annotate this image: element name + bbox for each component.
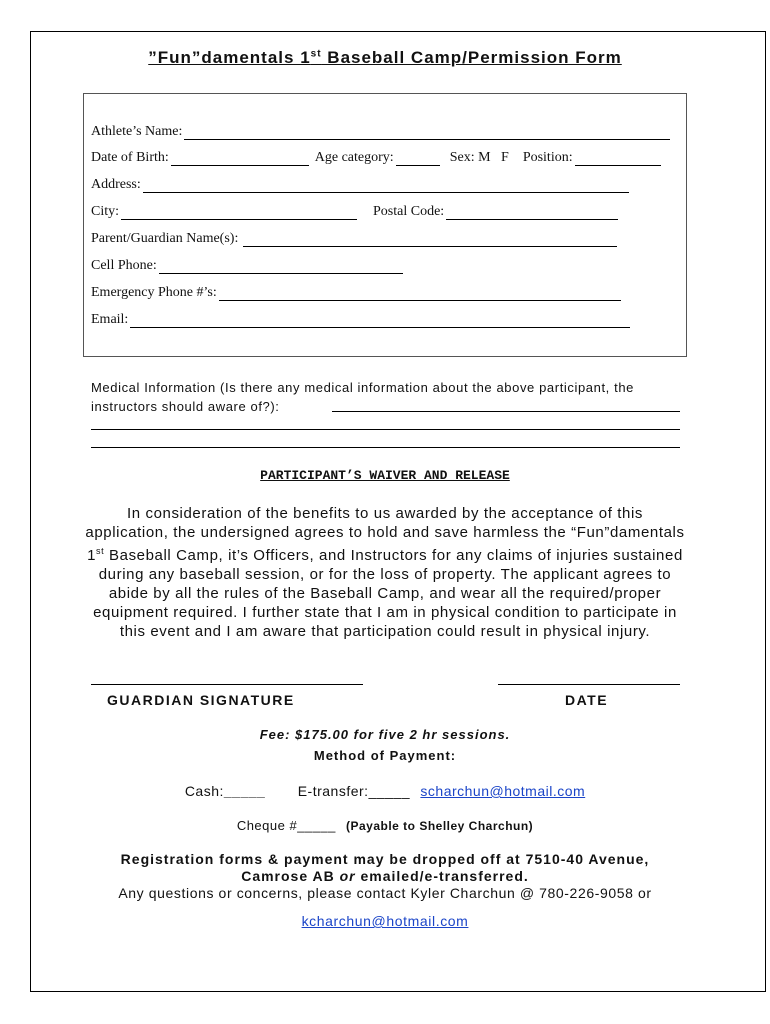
date-line[interactable] (498, 684, 680, 685)
medical-line-3[interactable] (91, 447, 680, 448)
cheque-label: Cheque #_____ (236, 818, 336, 833)
dob-label: Date of Birth: (91, 150, 169, 165)
payment-options (0, 783, 770, 799)
dob-row (91, 150, 663, 166)
athlete-name-label: Athlete’s Name: (91, 124, 183, 139)
sex-label: Sex: M F (449, 150, 509, 165)
contact-email-row (0, 913, 770, 929)
cheque-row (0, 818, 770, 833)
medical-info-text: Medical Information (Is there any medical information about the above participant, the instructors should aware of?): (91, 380, 634, 414)
city-row (91, 204, 620, 220)
age-category-label: Age category: (314, 150, 394, 165)
cash-blank[interactable]: _____ (223, 783, 266, 799)
position-field[interactable] (575, 153, 661, 166)
address-label: Address: (91, 177, 141, 192)
cell-field[interactable] (159, 261, 403, 274)
cheque-note: (Payable to Shelley Charchun) (345, 819, 534, 833)
email-row (91, 312, 632, 328)
guardian-row (91, 231, 619, 247)
contact-text: Any questions or concerns, please contact Kyler Charchun @ 780-226-9058 or (118, 885, 652, 901)
email-label: Email: (91, 312, 129, 327)
guardian-field[interactable] (243, 234, 617, 247)
cell-label: Cell Phone: (91, 258, 157, 273)
guardian-signature-line[interactable] (91, 684, 363, 685)
dob-field[interactable] (171, 153, 309, 166)
position-label: Position: (522, 150, 573, 165)
registration-line-2: Camrose AB or emailed/e-transferred. (241, 868, 529, 884)
page-title: ”Fun”damentals 1st Baseball Camp/Permission Form (148, 48, 622, 67)
contact-email-link[interactable]: kcharchun@hotmail.com (301, 913, 469, 929)
fee-text: Fee: $175.00 for five 2 hr sessions. (259, 727, 511, 742)
etransfer-email-link[interactable]: scharchun@hotmail.com (420, 783, 586, 799)
address-row (91, 177, 631, 193)
athlete-name-row (91, 124, 672, 140)
email-field[interactable] (130, 315, 630, 328)
postal-code-label: Postal Code: (373, 204, 445, 219)
city-label: City: (91, 204, 120, 219)
athlete-name-field[interactable] (184, 127, 670, 140)
cell-row (91, 258, 405, 274)
registration-line-1: Registration forms & payment may be dropped off at 7510-40 Avenue, (120, 851, 650, 867)
city-field[interactable] (121, 207, 357, 220)
age-category-field[interactable] (396, 153, 440, 166)
etransfer-label: E-transfer:_____ (297, 783, 411, 799)
medical-line-2[interactable] (91, 429, 680, 430)
medical-line-1[interactable] (332, 411, 680, 412)
date-label: DATE (565, 692, 609, 708)
postal-code-field[interactable] (446, 207, 618, 220)
guardian-signature-label: GUARDIAN SIGNATURE (107, 692, 295, 708)
emergency-label: Emergency Phone #’s: (91, 285, 217, 300)
waiver-text: In consideration of the benefits to us awarded by the acceptance of this application, the undersigned agrees to hold and save harmless the “Fun”damentals 1st Baseball Camp, it’s Officers, and Instructors for any claims of injuries sustained during any baseball session, or for the loss of property. The applicant agrees to abide by all the rules of the Baseball Camp, and wear all the required/proper equipment required. I further state that I am in physical condition to participate in this event and I am aware that participation could result in physical injury. (85, 505, 685, 640)
address-field[interactable] (143, 180, 629, 193)
emergency-field[interactable] (219, 288, 621, 301)
cash-label: Cash: (184, 783, 224, 799)
waiver-heading: PARTICIPANT’S WAIVER AND RELEASE (260, 468, 510, 483)
payment-method-heading: Method of Payment: (313, 748, 457, 763)
emergency-row (91, 285, 623, 301)
guardian-label: Parent/Guardian Name(s): (91, 231, 239, 246)
